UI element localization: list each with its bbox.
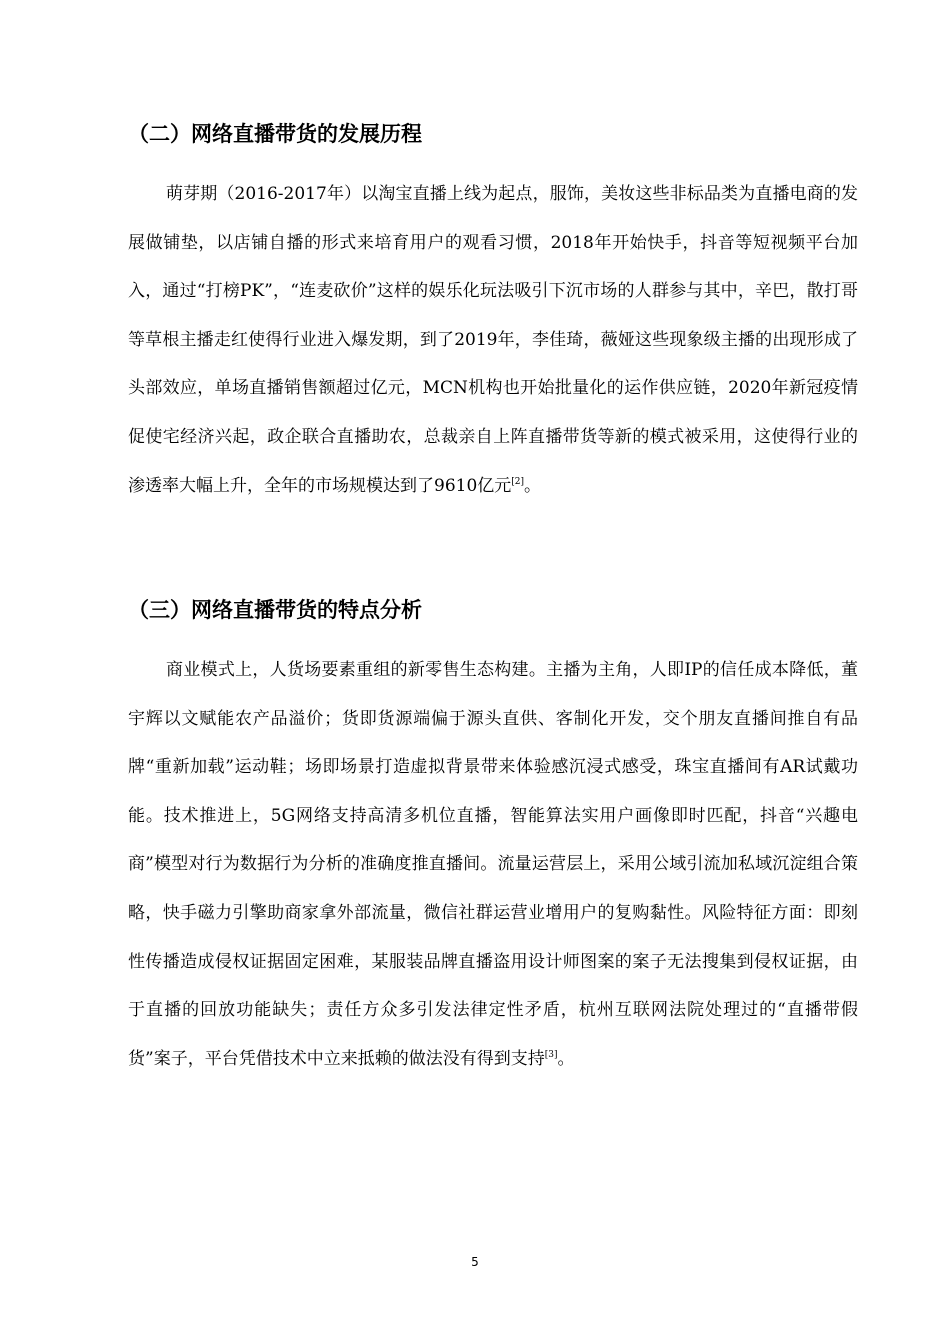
paragraph-end-punctuation: 。 xyxy=(557,1048,575,1069)
paragraph-characteristics-analysis xyxy=(128,646,858,1083)
citation-marker: [2] xyxy=(511,476,525,487)
paragraph-development-history xyxy=(128,170,858,510)
citation-marker: [3] xyxy=(544,1049,558,1060)
paragraph-end-punctuation: 。 xyxy=(524,475,542,496)
paragraph-text: 萌芽期（2016-2017年）以淘宝直播上线为起点，服饰，美妆这些非标品类为直播电商的发展做铺垫，以店铺自播的形式来培育用户的观看习惯，2018年开始快手，抖音等短视频平台加入，通过“打榜PK”，“连麦砍价”这样的娱乐化玩法吸引下沉市场的人群参与其中，辛巴，散打哥等草根主播走红使得行业进入爆发期，到了2019年，李佳琦，薇娅这些现象级主播的出现形成了头部效应，单场直播销售额超过亿元，MCN机构也开始批量化的运作供应链，2020年新冠疫情促使宅经济兴起，政企联合直播助农，总裁亲自上阵直播带货等新的模式被采用，这使得行业的渗透率大幅上升，全年的市场规模达到了9610亿元 xyxy=(128,184,858,496)
section-heading-development: （二）网络直播带货的发展历程 xyxy=(128,122,422,146)
section-heading-characteristics: （三）网络直播带货的特点分析 xyxy=(128,598,422,622)
paragraph-text: 商业模式上，人货场要素重组的新零售生态构建。主播为主角，人即IP的信任成本降低，董宇辉以文赋能农产品溢价；货即货源端偏于源头直供、客制化开发，交个朋友直播间推自有品牌“重新加载”运动鞋；场即场景打造虚拟背景带来体验感沉浸式感受，珠宝直播间有AR试戴功能。技术推进上，5G网络支持高清多机位直播，智能算法实用户画像即时匹配，抖音“兴趣电商”模型对行为数据行为分析的准确度推直播间。流量运营层上，采用公域引流加私域沉淀组合策略，快手磁力引擎助商家拿外部流量，微信社群运营业增用户的复购黏性。风险特征方面：即刻性传播造成侵权证据固定困难，某服装品牌直播盗用设计师图案的案子无法搜集到侵权证据，由于直播的回放功能缺失；责任方众多引发法律定性矛盾，杭州互联网法院处理过的“直播带假货”案子，平台凭借技术中立来抵赖的做法没有得到支持 xyxy=(128,660,858,1069)
page-number: 5 xyxy=(471,1255,479,1269)
